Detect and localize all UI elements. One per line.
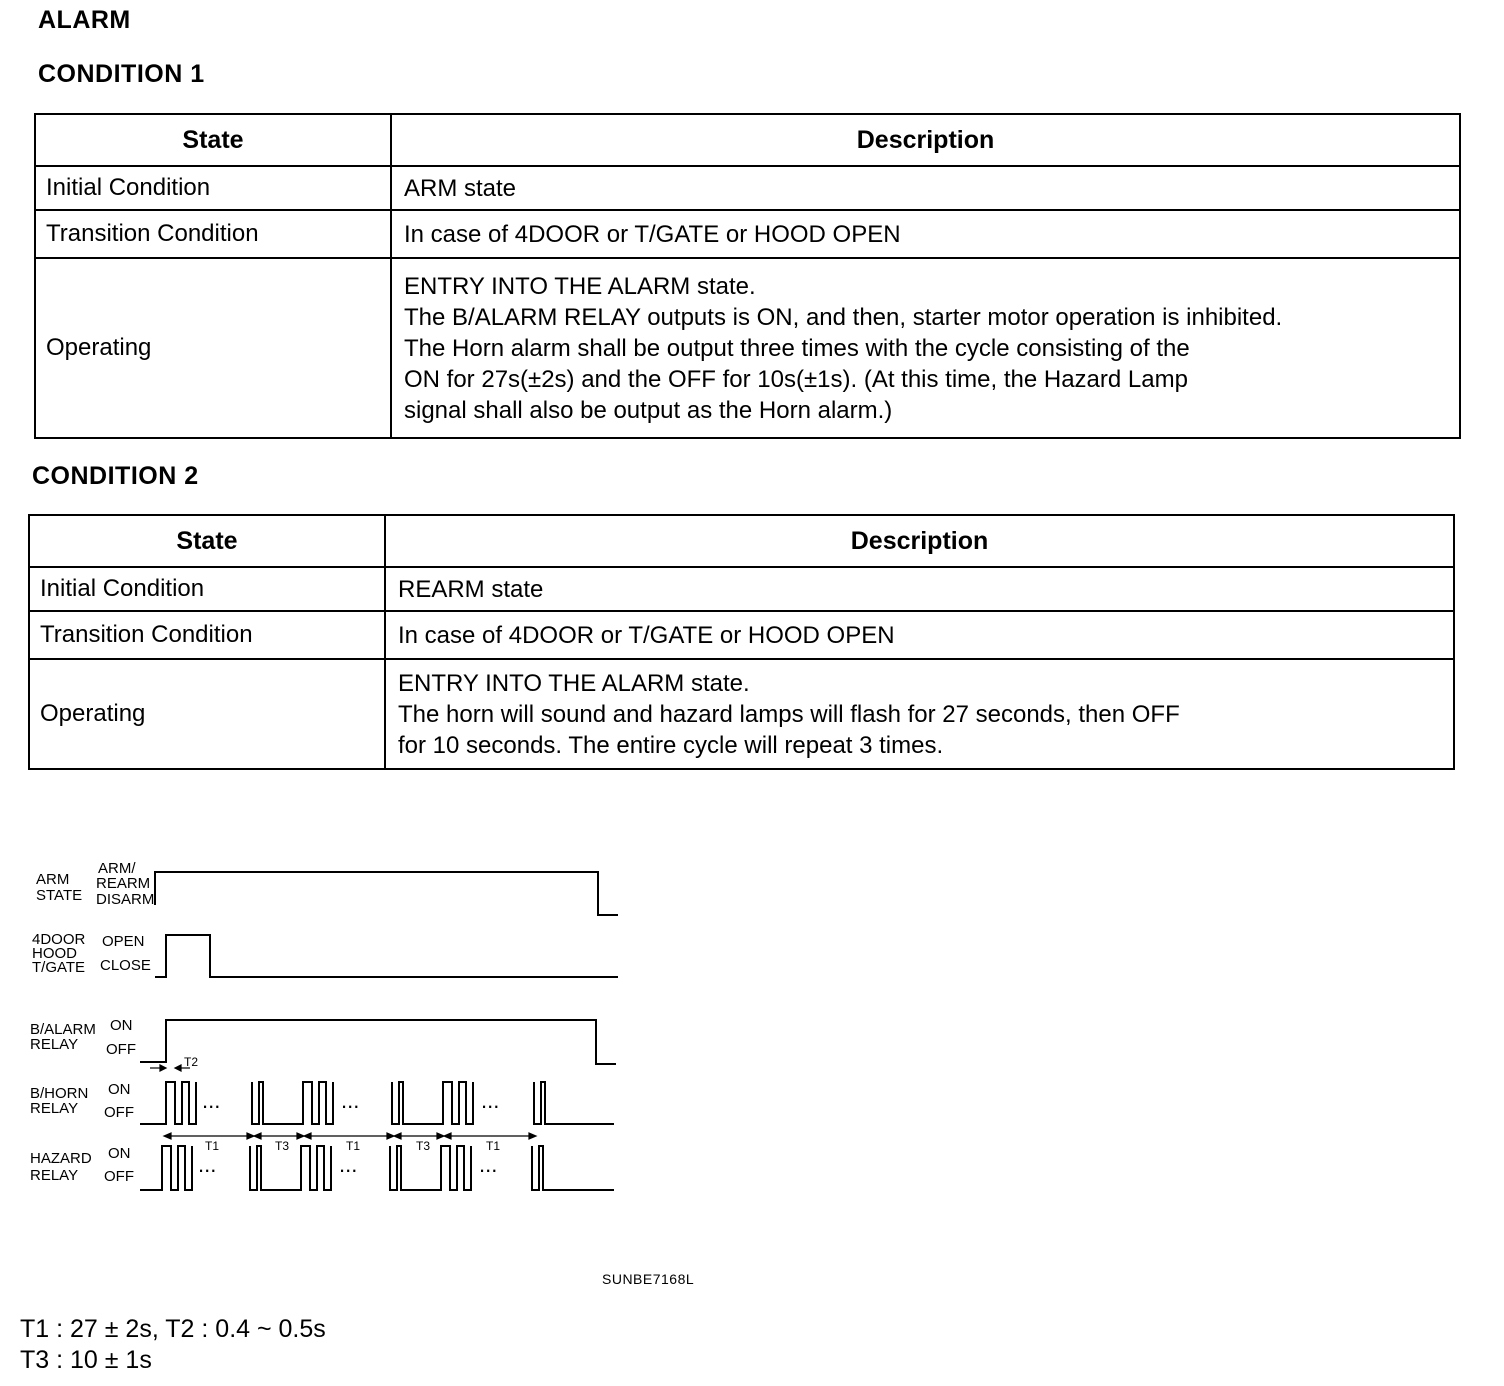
signal-name: HAZARD <box>30 1150 92 1167</box>
t1-label: T1 <box>486 1139 501 1153</box>
description-line: REARM state <box>398 575 544 603</box>
timing-diagram <box>0 855 640 1215</box>
signal-name: RELAY <box>30 1100 79 1117</box>
description-cell <box>385 659 1454 769</box>
description-line: In case of 4DOOR or T/GATE or HOOD OPEN <box>398 621 895 649</box>
footnote-line: T1 : 27 ± 2s, T2 : 0.4 ~ 0.5s <box>20 1315 326 1343</box>
state-column-header: State <box>35 114 391 166</box>
signal-name: B/ALARM <box>30 1021 96 1038</box>
level-label: OPEN <box>102 933 145 950</box>
table-row <box>29 659 1454 769</box>
page-title: ALARM <box>38 6 131 34</box>
condition-1-heading: CONDITION 1 <box>38 60 205 88</box>
description-line: signal shall also be output as the Horn alarm.) <box>404 396 893 424</box>
level-label: OFF <box>104 1104 134 1121</box>
t3-label: T3 <box>416 1139 431 1153</box>
signal-name: RELAY <box>30 1036 79 1053</box>
table-row <box>29 567 1454 611</box>
level-label: ON <box>110 1017 133 1034</box>
signal-name: T/GATE <box>32 959 86 976</box>
signal-name: B/HORN <box>30 1085 89 1102</box>
ellipsis: ... <box>202 1088 221 1113</box>
ellipsis: ... <box>198 1152 217 1177</box>
signal-name: 4DOOR <box>32 931 86 948</box>
description-line: The B/ALARM RELAY outputs is ON, and then, starter motor operation is inhibited. <box>404 303 1283 331</box>
description-cell <box>391 166 1460 210</box>
description-line: for 10 seconds. The entire cycle will repeat 3 times. <box>398 731 944 759</box>
condition-2-table <box>28 514 1455 770</box>
signal-name: STATE <box>36 887 83 904</box>
state-cell: Operating <box>35 258 391 438</box>
description-line: In case of 4DOOR or T/GATE or HOOD OPEN <box>404 220 901 248</box>
level-label: ARM/ <box>98 860 136 877</box>
ellipsis: ... <box>339 1152 358 1177</box>
table-header-row <box>29 515 1454 567</box>
level-label: OFF <box>104 1168 134 1185</box>
description-line: ENTRY INTO THE ALARM state. <box>398 669 750 697</box>
level-label: CLOSE <box>100 957 151 974</box>
state-cell: Transition Condition <box>35 210 391 258</box>
ellipsis: ... <box>481 1088 500 1113</box>
description-cell <box>391 258 1460 438</box>
arm-state-waveform <box>155 872 618 915</box>
level-label: OFF <box>106 1041 136 1058</box>
description-cell <box>391 210 1460 258</box>
description-line: ON for 27s(±2s) and the OFF for 10s(±1s). (At this time, the Hazard Lamp <box>404 365 1188 393</box>
t3-label: T3 <box>275 1139 290 1153</box>
description-line: ENTRY INTO THE ALARM state. <box>404 272 756 300</box>
state-cell: Initial Condition <box>35 166 391 210</box>
description-column-header: Description <box>385 515 1454 567</box>
table-row <box>35 258 1460 438</box>
footnote-line: T3 : 10 ± 1s <box>20 1346 152 1374</box>
door-waveform <box>155 935 618 977</box>
description-line: ARM state <box>404 174 517 202</box>
level-label: ON <box>108 1081 131 1098</box>
t1-label: T1 <box>205 1139 220 1153</box>
description-cell <box>385 611 1454 659</box>
description-column-header: Description <box>391 114 1460 166</box>
level-label: DISARM <box>96 891 155 908</box>
t2-label: T2 <box>184 1055 199 1069</box>
signal-name: ARM <box>36 871 70 888</box>
condition-1-table <box>34 113 1461 439</box>
table-row <box>29 611 1454 659</box>
table-row <box>35 210 1460 258</box>
level-label: REARM <box>96 875 151 892</box>
description-cell <box>385 567 1454 611</box>
signal-name: HOOD <box>32 945 77 962</box>
figure-code: SUNBE7168L <box>602 1271 695 1287</box>
ellipsis: ... <box>479 1152 498 1177</box>
t1-label: T1 <box>346 1139 361 1153</box>
state-cell: Transition Condition <box>29 611 385 659</box>
ellipsis: ... <box>341 1088 360 1113</box>
table-row <box>35 166 1460 210</box>
state-cell: Operating <box>29 659 385 769</box>
table-header-row <box>35 114 1460 166</box>
signal-name: RELAY <box>30 1167 79 1184</box>
description-line: The horn will sound and hazard lamps will flash for 27 seconds, then OFF <box>398 700 1180 728</box>
condition-2-heading: CONDITION 2 <box>32 462 199 490</box>
state-column-header: State <box>29 515 385 567</box>
level-label: ON <box>108 1145 131 1162</box>
b-alarm-relay-waveform <box>140 1020 616 1064</box>
description-line: The Horn alarm shall be output three times with the cycle consisting of the <box>404 334 1190 362</box>
state-cell: Initial Condition <box>29 567 385 611</box>
